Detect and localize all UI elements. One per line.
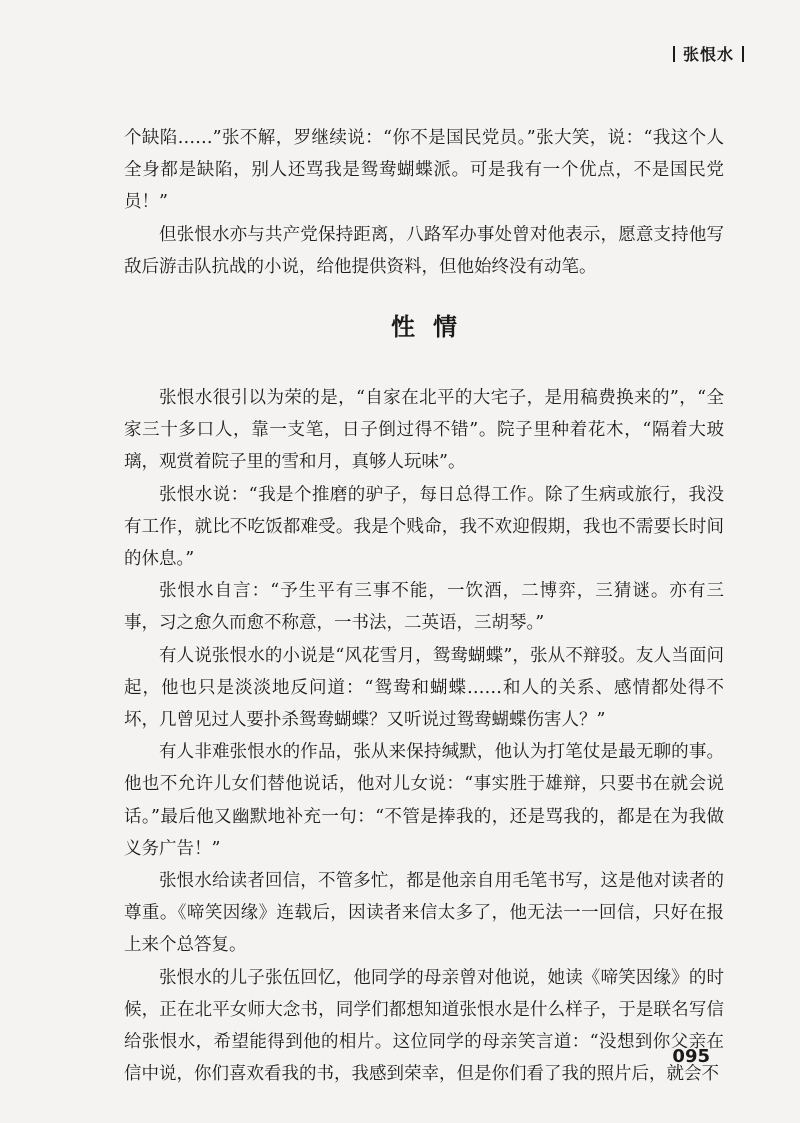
running-head-left-bar (673, 46, 675, 62)
paragraph: 有人说张恨水的小说是“风花雪月，鸳鸯蝴蝶”，张从不辩驳。友人当面问起，他也只是淡淡地反问道：“鸳鸯和蝴蝶……和人的关系、感情都处得不坏，几曾见过人要扑杀鸳鸯蝴蝶？又听说过鸳鸯蝴蝶伤害人？” (124, 645, 724, 731)
section-title: 性情 (391, 313, 475, 342)
running-head-right-bar (742, 46, 744, 62)
paragraph: 有人非难张恨水的作品，张从来保持缄默，他认为打笔仗是最无聊的事。他也不允许儿女们替他说话，他对儿女说：“事实胜于雄辩，只要书在就会说话。”最后他又幽默地补充一句：“不管是捧我的，还是骂我的，都是在为我做义务广告！” (124, 742, 724, 859)
paragraph: 个缺陷……”张不解，罗继续说：“你不是国民党员。”张大笑，说：“我这个人全身都是缺陷，别人还骂我是鸳鸯蝴蝶派。可是我有一个优点，不是国民党员！” (124, 128, 724, 213)
paragraph: 张恨水给读者回信，不管多忙，都是他亲自用毛笔书写，这是他对读者的尊重。《啼笑因缘》连载后，因读者来信太多了，他无法一一回信，只好在报上来个总答复。 (124, 871, 724, 956)
paragraph: 张恨水自言：“予生平有三事不能，一饮酒，二博弈，三猜谜。亦有三事，习之愈久而愈不称意，一书法，二英语，三胡琴。” (124, 581, 724, 634)
running-head (665, 42, 752, 65)
page-body (124, 122, 724, 1090)
paragraph: 但张恨水亦与共产党保持距离，八路军办事处曾对他表示，愿意支持他写敌后游击队抗战的小说，给他提供资料，但他始终没有动笔。 (124, 224, 724, 277)
paragraph: 张恨水的儿子张伍回忆，他同学的母亲曾对他说，她读《啼笑因缘》的时候，正在北平女师大念书，同学们都想知道张恨水是什么样子，于是联名写信给张恨水，希望能得到他的相片。这位同学的母亲笑言道：“没想到你父亲在信中说，你们喜欢看我的书，我感到荣幸，但是你们看了我的照片后，就会不 (124, 967, 724, 1085)
paragraph: 张恨水很引以为荣的是，“自家在北平的大宅子，是用稿费换来的”，“全家三十多口人，靠一支笔，日子倒过得不错”。院子里种着花木，“隔着大玻璃，观赏着院子里的雪和月，真够人玩味”。 (124, 388, 724, 473)
running-head-title: 张恨水 (682, 45, 734, 64)
paragraph: 张恨水说：“我是个推磨的驴子，每日总得工作。除了生病或旅行，我没有工作，就比不吃饭都难受。我是个贱命，我不欢迎假期，我也不需要长时间的休息。” (124, 484, 724, 570)
page-number: 095 (672, 1046, 710, 1067)
